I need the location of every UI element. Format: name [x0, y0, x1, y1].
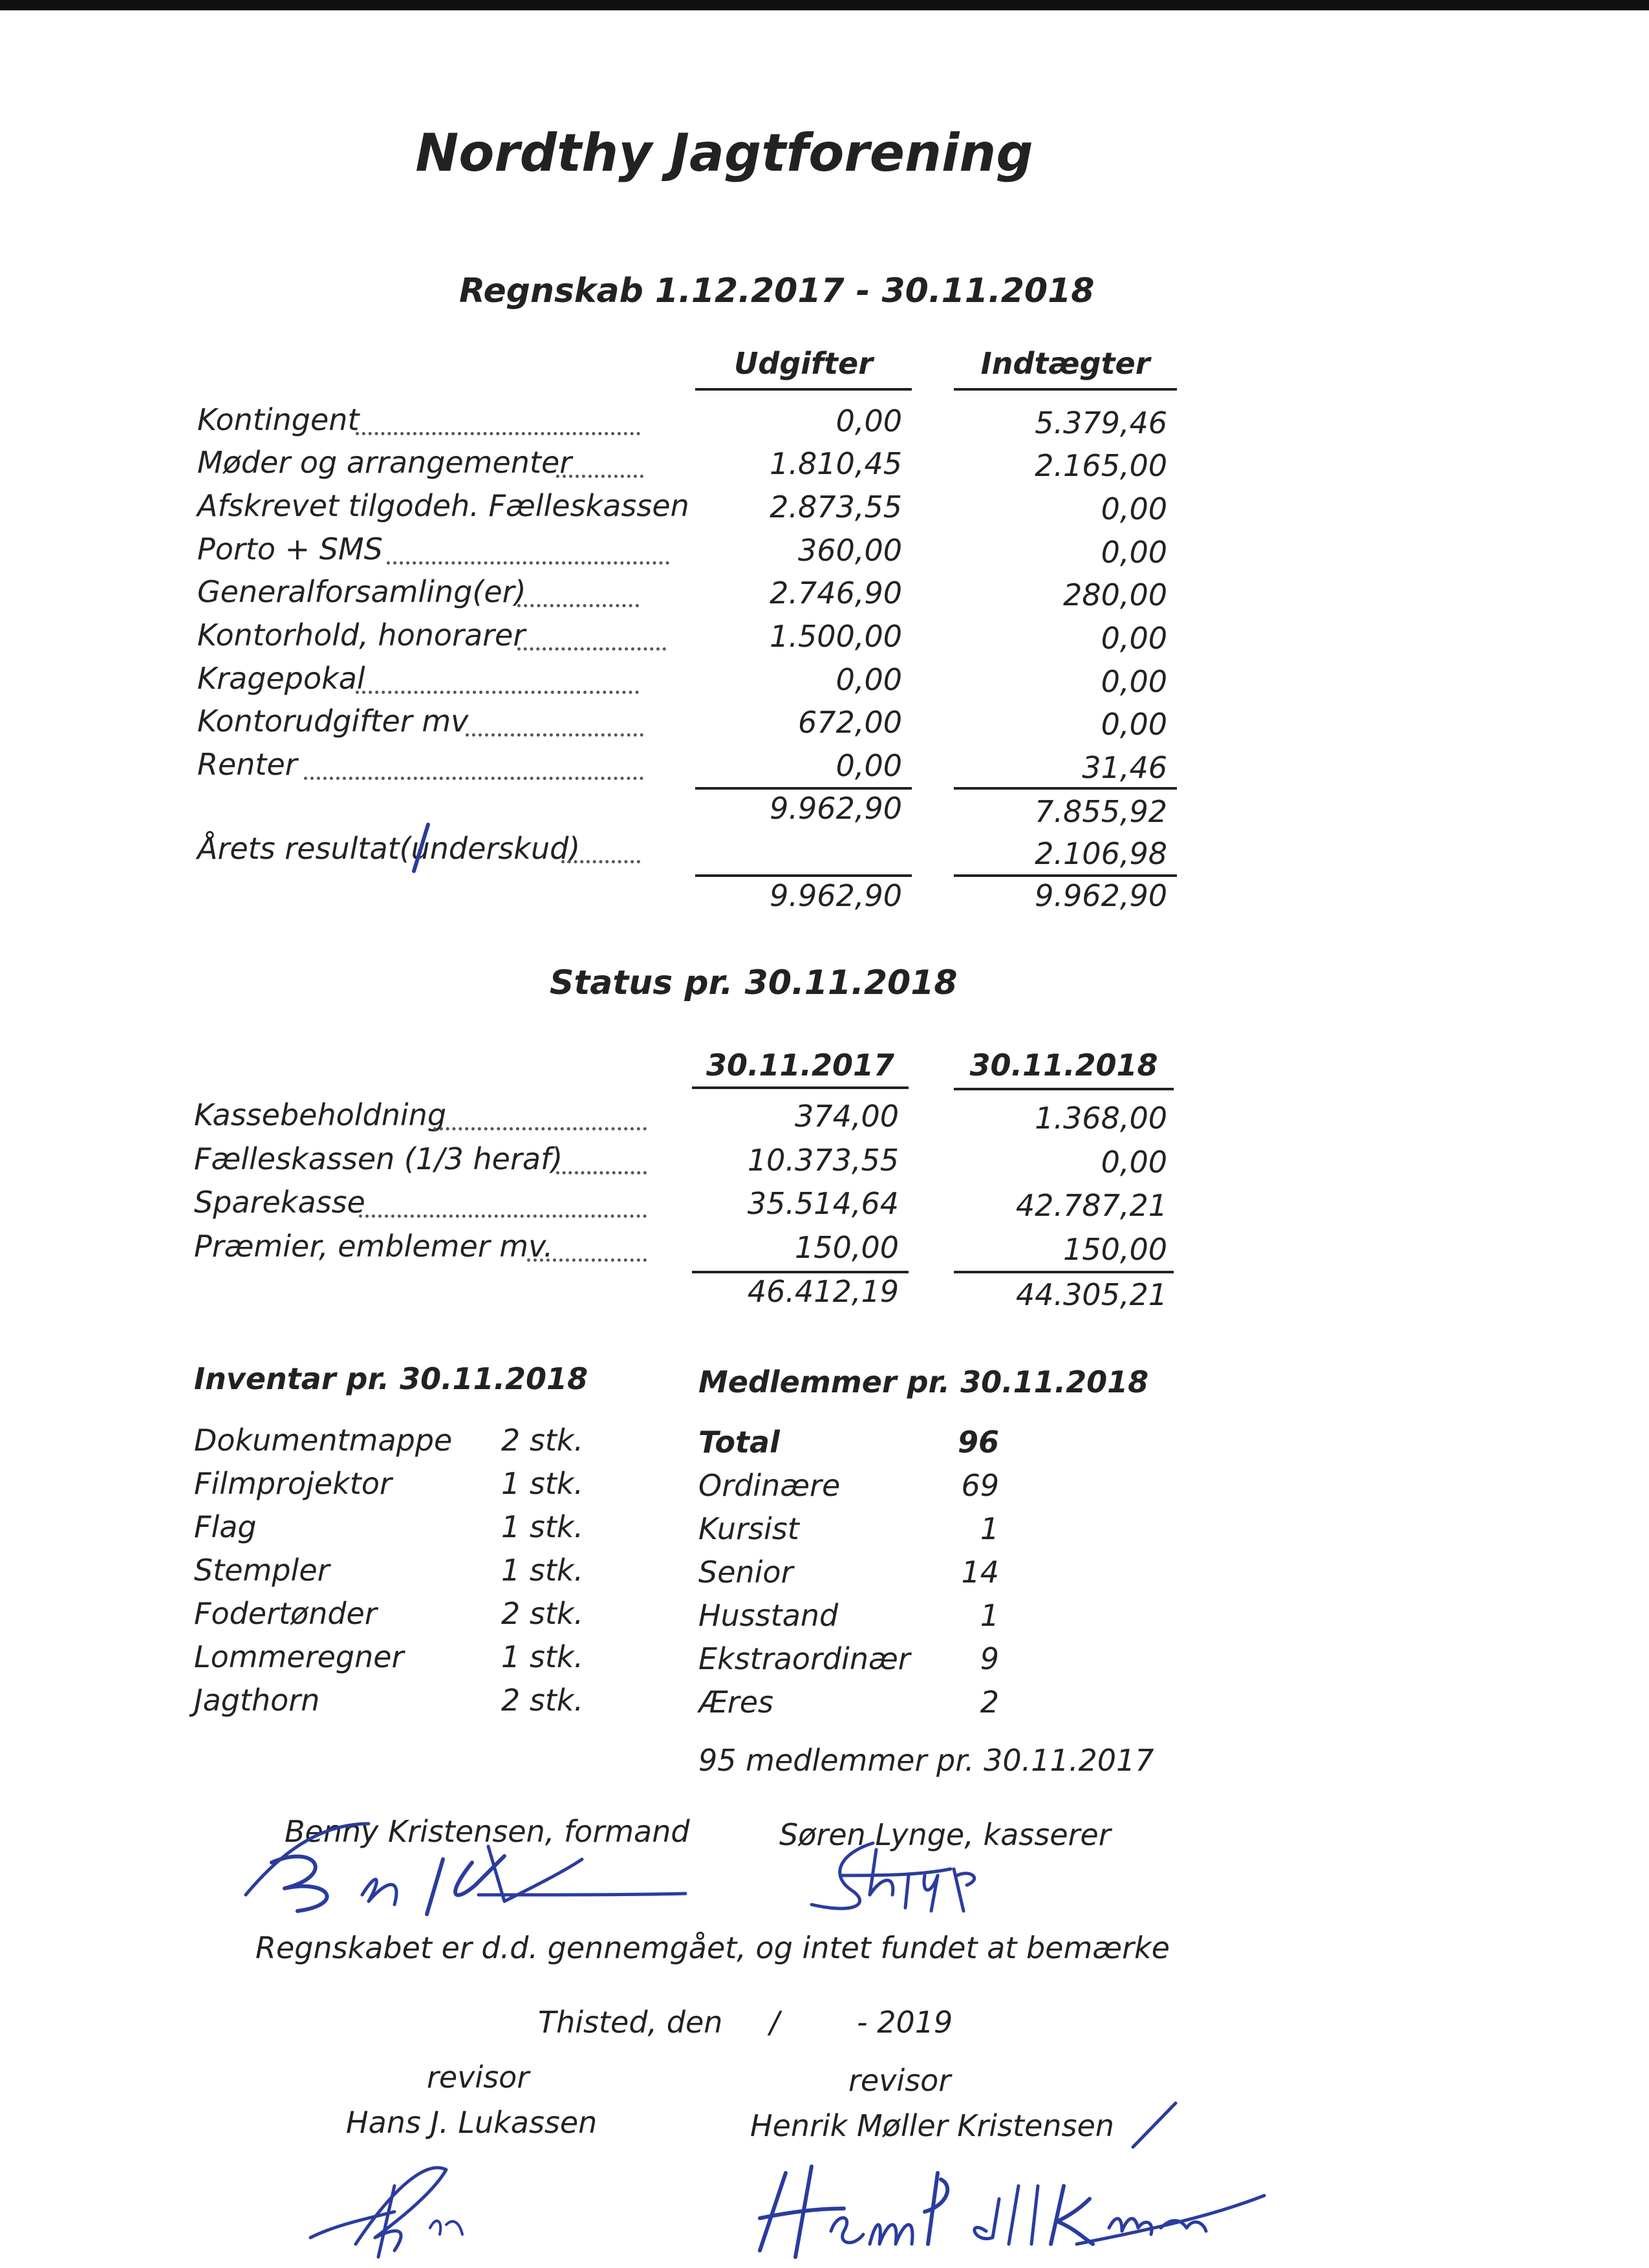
auditor-2-name: Henrik Møller Kristensen [750, 2108, 1114, 2143]
auditor-2-signature [740, 2147, 1277, 2263]
leader-dots [433, 1127, 647, 1130]
status-2018-total-rule [954, 1271, 1174, 1273]
member-category: Æres [698, 1685, 773, 1720]
account-row-label: Renter [197, 747, 297, 782]
inventory-item-quantity: 1 stk. [501, 1639, 584, 1674]
treasurer-signature [802, 1824, 996, 1914]
member-count: 96 [957, 1425, 999, 1460]
status-row-label: Fælleskassen (1/3 heraf) [194, 1141, 563, 1176]
leader-dots [556, 1171, 647, 1174]
income-subtotal: 7.855,92 [1035, 794, 1167, 829]
account-row-label: Kontorudgifter mv [197, 704, 469, 739]
account-row-label: Afskrevet tilgodeh. Fælleskassen [197, 488, 689, 523]
auditor-2-role: revisor [848, 2063, 951, 2098]
result-leader-dots [561, 860, 640, 863]
expenses-header-rule [695, 388, 912, 391]
account-row-income: 0,00 [1101, 621, 1167, 656]
status-2017-total-rule [692, 1271, 909, 1273]
inventory-heading: Inventar pr. 30.11.2018 [194, 1361, 588, 1396]
inventory-item-quantity: 1 stk. [501, 1466, 584, 1501]
leader-dots [304, 777, 643, 780]
inventory-item-name: Stempler [194, 1553, 330, 1588]
status-total-2018: 44.305,21 [1015, 1277, 1167, 1312]
account-row-income: 0,00 [1101, 535, 1167, 570]
account-row-expenses: 0,00 [835, 748, 902, 783]
member-count: 69 [961, 1468, 999, 1503]
auditor-1-name: Hans J. Lukassen [346, 2105, 598, 2140]
account-row-income: 0,00 [1101, 664, 1167, 699]
member-count: 1 [980, 1598, 999, 1633]
income-subtotal-rule [954, 787, 1177, 790]
member-count: 9 [980, 1641, 999, 1676]
result-label: Årets resultat(underskud) [197, 831, 581, 866]
inventory-item-name: Fodertønder [194, 1596, 377, 1631]
scan-edge [0, 0, 1649, 10]
account-row-income: 280,00 [1063, 578, 1167, 612]
status-row-2018: 0,00 [1101, 1145, 1167, 1180]
treasurer-name: Søren Lynge, kasserer [779, 1817, 1111, 1852]
expenses-total: 9.962,90 [770, 878, 902, 913]
leader-dots [356, 432, 640, 435]
account-row-income: 0,00 [1101, 707, 1167, 742]
leader-dots [517, 647, 666, 651]
status-heading: Status pr. 30.11.2018 [550, 964, 958, 1002]
inventory-item-name: Jagthorn [194, 1683, 320, 1718]
status-row-2017: 150,00 [795, 1230, 899, 1265]
status-row-2017: 374,00 [795, 1099, 899, 1134]
chairman-signature [233, 1798, 698, 1921]
auditor-1-signature [297, 2147, 479, 2263]
organization-title: Nordthy Jagtforening [415, 123, 1033, 183]
account-row-label: Kontorhold, honorarer [197, 618, 526, 653]
status-row-2018: 42.787,21 [1015, 1188, 1167, 1223]
leader-dots [359, 1215, 647, 1218]
account-row-expenses: 0,00 [835, 404, 902, 438]
status-row-2018: 1.368,00 [1035, 1101, 1167, 1136]
member-category: Kursist [698, 1511, 799, 1546]
account-row-expenses: 1.810,45 [770, 446, 902, 481]
expenses-subtotal-rule [695, 787, 912, 790]
members-heading: Medlemmer pr. 30.11.2018 [698, 1365, 1149, 1399]
result-income: 2.106,98 [1035, 836, 1167, 871]
status-2017-header-rule [692, 1086, 909, 1089]
leader-dots [556, 475, 643, 478]
account-row-expenses: 2.746,90 [770, 576, 902, 610]
member-count: 1 [980, 1511, 999, 1546]
member-category: Senior [698, 1555, 793, 1590]
auditor-1-role: revisor [427, 2060, 530, 2095]
place-and-date: Thisted, den [538, 2005, 723, 2040]
inventory-item-name: Flag [194, 1509, 257, 1544]
status-row-2018: 150,00 [1063, 1232, 1167, 1267]
account-row-income: 0,00 [1101, 491, 1167, 526]
leader-dots [527, 1258, 647, 1262]
chairman-name: Benny Kristensen, formand [285, 1814, 690, 1849]
date-year: - 2019 [857, 2005, 953, 2040]
inventory-item-name: Filmprojektor [194, 1466, 392, 1501]
account-row-income: 5.379,46 [1035, 405, 1167, 440]
members-previous-year: 95 medlemmer pr. 30.11.2017 [698, 1743, 1154, 1778]
status-2018-header-rule [954, 1088, 1174, 1090]
audit-statement: Regnskabet er d.d. gennemgået, og intet fundet at bemærke [255, 1930, 1170, 1965]
handwritten-tick-mark [1125, 2095, 1183, 2154]
leader-dots [387, 561, 669, 565]
handwritten-correction-mark [388, 818, 466, 876]
status-row-label: Præmier, emblemer mv. [194, 1229, 554, 1264]
status-row-label: Kassebeholdning [194, 1097, 447, 1132]
account-row-expenses: 1.500,00 [770, 619, 902, 654]
member-count: 14 [961, 1555, 999, 1590]
income-total-rule [954, 874, 1177, 877]
account-row-expenses: 0,00 [835, 662, 902, 697]
account-row-expenses: 672,00 [798, 705, 902, 740]
member-category: Husstand [698, 1598, 839, 1633]
expenses-column-header: Udgifter [734, 346, 873, 381]
status-column-2018: 30.11.2018 [969, 1048, 1158, 1083]
income-column-header: Indtægter [980, 346, 1150, 381]
income-header-rule [954, 388, 1177, 391]
account-row-income: 31,46 [1082, 750, 1167, 785]
accounts-heading: Regnskab 1.12.2017 - 30.11.2018 [459, 272, 1095, 310]
status-row-label: Sparekasse [194, 1185, 365, 1220]
member-category: Ordinære [698, 1468, 841, 1503]
account-row-label: Porto + SMS [197, 532, 383, 567]
date-separator: / [770, 2005, 780, 2040]
inventory-item-name: Dokumentmappe [194, 1423, 453, 1458]
account-row-expenses: 360,00 [798, 533, 902, 568]
leader-dots [517, 604, 639, 607]
status-column-2017: 30.11.2017 [706, 1048, 894, 1083]
account-row-label: Kontingent [197, 402, 360, 437]
member-count: 2 [980, 1685, 999, 1720]
inventory-item-quantity: 1 stk. [501, 1509, 584, 1544]
expenses-subtotal: 9.962,90 [770, 791, 902, 826]
account-row-label: Kragepokal [197, 661, 365, 696]
status-total-2017: 46.412,19 [747, 1274, 899, 1309]
member-category: Total [698, 1425, 780, 1460]
inventory-item-name: Lommeregner [194, 1639, 404, 1674]
leader-dots [356, 691, 639, 694]
expenses-total-rule [695, 874, 912, 877]
status-row-2017: 10.373,55 [747, 1143, 899, 1178]
inventory-item-quantity: 2 stk. [501, 1596, 584, 1631]
income-total: 9.962,90 [1035, 878, 1167, 913]
inventory-item-quantity: 2 stk. [501, 1423, 584, 1458]
member-category: Ekstraordinær [698, 1641, 911, 1676]
leader-dots [466, 733, 643, 737]
account-row-label: Møder og arrangementer [197, 445, 572, 480]
account-row-expenses: 2.873,55 [770, 490, 902, 524]
account-row-income: 2.165,00 [1035, 448, 1167, 483]
account-row-label: Generalforsamling(er) [197, 574, 526, 609]
inventory-item-quantity: 2 stk. [501, 1683, 584, 1718]
inventory-item-quantity: 1 stk. [501, 1553, 584, 1588]
status-row-2017: 35.514,64 [747, 1186, 899, 1221]
